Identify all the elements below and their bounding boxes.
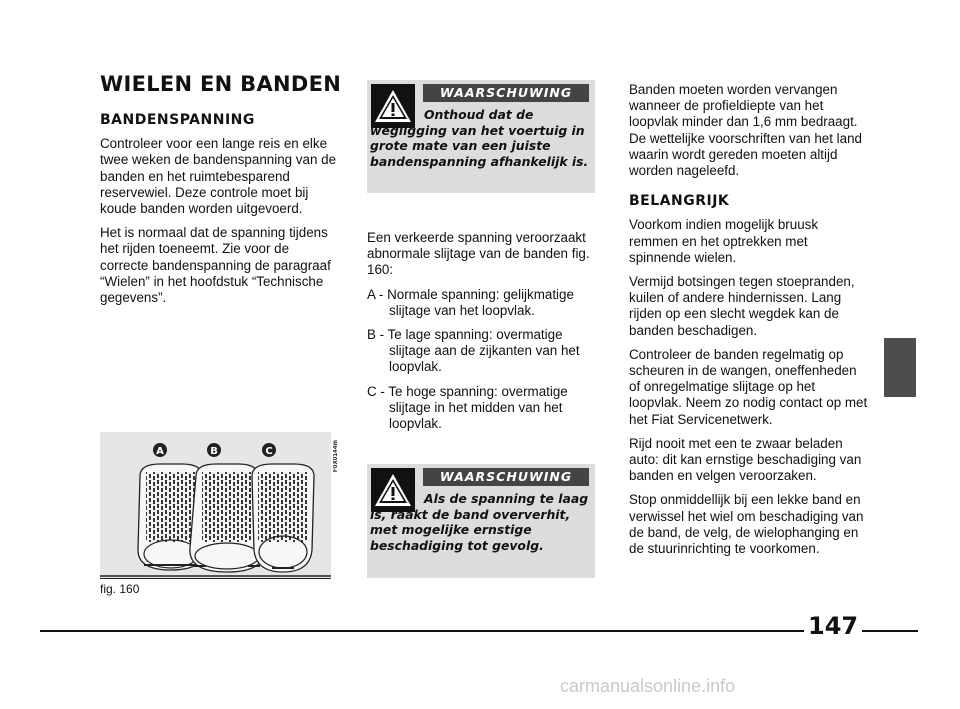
paragraph: Rijd nooit met een te zwaar beladen auto: dit kan ernstige beschadiging van banden en velgen veroorzaken. [629,435,862,484]
warning-header: WAARSCHUWING [423,468,589,486]
list-item-c: C - Te hoge spanning: overmatige slijtage in het midden van het loopvlak. [367,383,568,432]
figure-label-a: A [156,446,164,457]
tire-c [252,464,314,572]
figure-caption: fig. 160 [100,582,140,596]
warning-text: Als de spanning te laag is, raakt de band oververhit, met mogelijke ernstige beschadiging tot gevolg. [370,491,589,553]
paragraph: Banden moeten worden vervangen wanneer de profieldiepte van het loopvlak minder dan 1,6 mm bedraagt. De wettelijke voorschriften van het land waarin wordt gereden moeten altijd worden nageleefd. [629,82,862,179]
intro-paragraph: Een verkeerde spanning veroorzaakt abnormale slijtage van de banden fig. 160: [367,230,590,278]
list-item-b: B - Te lage spanning: overmatige slijtage aan de zijkanten van het loopvlak. [367,327,580,375]
paragraph: Controleer de banden regelmatig op scheuren in de wangen, oneffenheden of onregelmatige slijtage op het loopvlak. Neem zo nodig contact op met het Fiat Servicenetwerk. [629,346,868,427]
right-column [629,82,869,565]
figure-label-c: C [265,446,273,457]
warning-text: Onthoud dat de wegligging van het voertuig in grote mate van een juiste bandenspanning afhankelijk is. [370,107,589,169]
footer-rule-right [862,630,918,632]
left-column [100,112,336,314]
section-heading-belangrijk: BELANGRIJK [629,193,730,210]
paragraph: Het is normaal dat de spanning tijdens het rijden toeneemt. Zie voor de correcte bandenspanning de paragraaf “Wielen” in het hoofdstuk “Technische gegevens”. [100,225,331,306]
tire-illustration [100,432,331,578]
figure-label-b: B [210,446,218,457]
figure-code: F0X0144m [333,439,339,472]
paragraph: Voorkom indien mogelijk bruusk remmen en het optrekken met spinnende wielen. [629,217,819,265]
paragraph: Stop onmiddellijk bij een lekke band en verwissel het wiel om beschadiging van de band, de velg, de wielophanging en de stuurinrichting te voorkomen. [629,492,864,557]
tire-wear-figure [100,432,331,579]
paragraph: Vermijd botsingen tegen stoepranden, kuilen of andere hindernissen. Lang rijden op een slecht wegdek kan de banden beschadigen. [629,274,855,338]
chapter-side-tab [884,338,916,397]
page-number: 147 [808,612,859,640]
watermark: carmanualsonline.info [560,676,736,696]
section-heading-bandenspanning: BANDENSPANNING [100,112,255,128]
warning-box-2 [367,464,595,578]
footer-rule-left [40,630,804,632]
middle-column [367,230,597,440]
warning-box-1 [367,80,595,193]
warning-header: WAARSCHUWING [423,84,589,102]
page-title: WIELEN EN BANDEN [100,72,342,96]
paragraph: Controleer voor een lange reis en elke twee weken de bandenspanning van de banden en het ruimtebesparend reservewiel. Deze controle moet bij koude banden worden uitgevoerd. [100,136,337,217]
list-item-a: A - Normale spanning: gelijkmatige slijtage van het loopvlak. [367,286,574,318]
